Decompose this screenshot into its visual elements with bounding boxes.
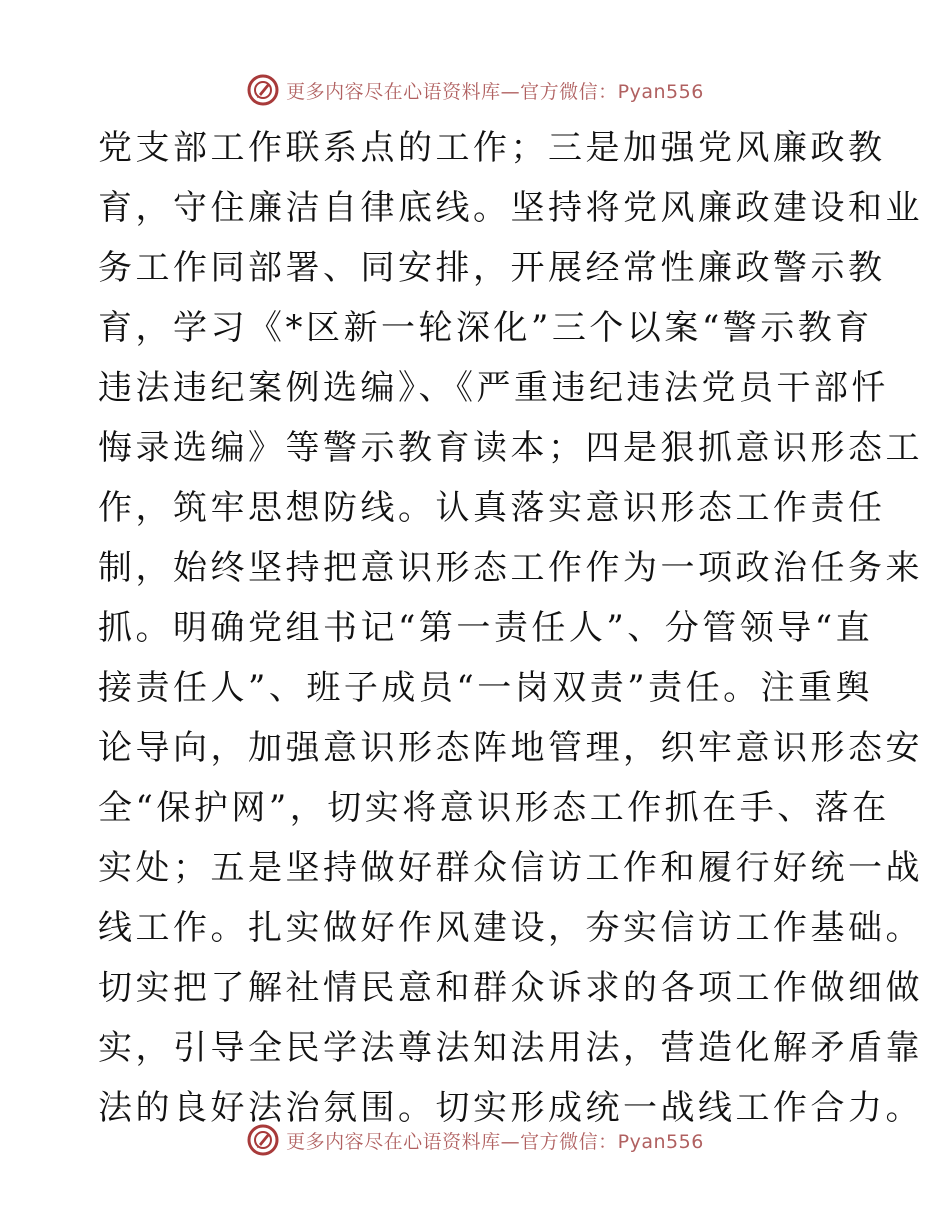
footer-watermark: [0, 1120, 950, 1160]
text-line: 实，引导全民学法尊法知法用法，营造化解矛盾靠: [98, 1028, 923, 1068]
seal-logo-icon: [246, 73, 280, 107]
text-line: 作，筑牢思想防线。认真落实意识形态工作责任: [98, 488, 886, 528]
text-line: 制，始终坚持把意识形态工作作为一项政治任务来: [98, 548, 923, 588]
watermark-text: 更多内容尽在心语资料库—官方微信：Pyan556: [286, 1130, 704, 1153]
text-line: 党支部工作联系点的工作；三是加强党风廉政教: [98, 128, 886, 168]
text-line: 线工作。扎实做好作风建设，夯实信访工作基础。: [98, 908, 923, 948]
text-line: 全“保护网”，切实将意识形态工作抓在手、落在: [98, 788, 890, 828]
text-line: 论导向，加强意识形态阵地管理，织牢意识形态安: [98, 728, 923, 768]
watermark-text: 更多内容尽在心语资料库—官方微信：Pyan556: [286, 80, 704, 103]
text-line: 抓。明确党组书记“第一责任人”、分管领导“直: [98, 608, 874, 648]
text-line: 接责任人”、班子成员“一岗双责”责任。注重舆: [98, 668, 874, 708]
document-body: [98, 118, 923, 1138]
text-line: 切实把了解社情民意和群众诉求的各项工作做细做: [98, 968, 923, 1008]
text-line: 实处；五是坚持做好群众信访工作和履行好统一战: [98, 848, 923, 888]
text-line: 悔录选编》等警示教育读本；四是狠抓意识形态工: [98, 428, 923, 468]
text-line: 育，守住廉洁自律底线。坚持将党风廉政建设和业: [98, 188, 923, 228]
seal-logo-icon: [246, 1123, 280, 1157]
text-line: 法的良好法治氛围。切实形成统一战线工作合力。: [98, 1088, 923, 1128]
header-watermark: [0, 70, 950, 110]
text-line: 务工作同部署、同安排，开展经常性廉政警示教: [98, 248, 886, 288]
text-line: 违法违纪案例选编》、《严重违纪违法党员干部忏: [98, 368, 889, 408]
text-line: 育，学习《*区新一轮深化”三个以案“警示教育: [98, 308, 873, 348]
